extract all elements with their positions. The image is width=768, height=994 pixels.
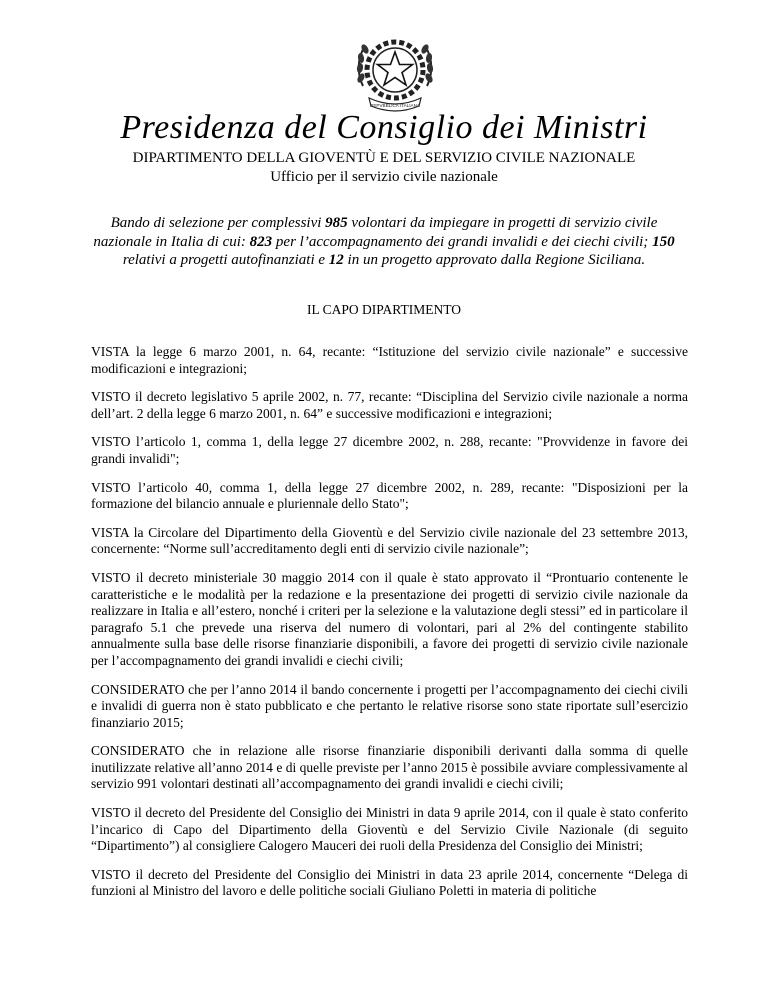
svg-text:REPVBBLICA ITALIANA: REPVBBLICA ITALIANA xyxy=(370,103,420,108)
paragraph: VISTA la legge 6 marzo 2001, n. 64, recante: “Istituzione del servizio civile nazionale” e successive modificazioni e integrazioni; xyxy=(91,344,688,376)
paragraph: VISTO il decreto del Presidente del Consiglio dei Ministri in data 9 aprile 2014, con il quale è stato conferito l’incarico di Capo del Dipartimento della Gioventù e del Servizio Civile Nazionale (di seguito “Dipartimento”) al consigliere Calogero Mauceri dei ruoli della Presidenza del Consiglio dei Ministri; xyxy=(91,805,688,854)
bando-selffunded-volunteers: 150 xyxy=(652,233,675,250)
bando-sicily-volunteers: 12 xyxy=(328,252,344,268)
paragraph: VISTO il decreto legislativo 5 aprile 2002, n. 77, recante: “Disciplina del Servizio civile nazionale a norma dell’art. 2 della legge 6 marzo 2001, n. 64” e successive modificazioni e integrazioni; xyxy=(91,389,688,421)
document-body xyxy=(91,344,688,912)
bando-text: in un progetto approvato dalla Regione Siciliana. xyxy=(343,252,646,268)
emblem xyxy=(349,26,441,118)
paragraph: CONSIDERATO che in relazione alle risorse finanziarie disponibili derivanti dalla somma di quelle inutilizzate relative all’anno 2014 e di quelle previste per l’anno 2015 è possibile avviare complessivamente al servizio 991 volontari destinati all’accompagnamento dei grandi invalidi e ciechi civili; xyxy=(91,743,688,792)
paragraph: CONSIDERATO che per l’anno 2014 il bando concernente i progetti per l’accompagnamento dei ciechi civili e invalidi di guerra non è stato pubblicato e che pertanto le relative risorse sono state riportate sull’esercizio finanziario 2015; xyxy=(91,681,688,730)
bando-text: per l’accompagnamento dei grandi invalidi e dei ciechi civili; xyxy=(272,233,653,250)
institution-title: Presidenza del Consiglio dei Ministri xyxy=(120,109,648,146)
bando-text: volontari da impiegare in progetti di servizio civile nazionale in Italia di cui: xyxy=(93,215,658,250)
bando-text: Bando di selezione per complessivi xyxy=(110,215,326,231)
bando-total-volunteers: 985 xyxy=(325,215,348,231)
office-name: Ufficio per il servizio civile nazionale xyxy=(270,169,498,185)
section-heading: IL CAPO DIPARTIMENTO xyxy=(307,302,461,317)
paragraph: VISTO l’articolo 40, comma 1, della legge 27 dicembre 2002, n. 289, recante: "Disposizioni per la formazione del bilancio annuale e pluriennale dello Stato"; xyxy=(91,479,688,512)
bando-assistance-volunteers: 823 xyxy=(249,233,273,250)
paragraph: VISTO l’articolo 1, comma 1, della legge 27 dicembre 2002, n. 288, recante: "Provvidenze in favore dei grandi invalidi"; xyxy=(91,434,688,466)
paragraph: VISTO il decreto del Presidente del Consiglio dei Ministri in data 23 aprile 2014, concernente “Delega di funzioni al Ministro del lavoro e delle politiche sociali Giuliano Poletti in materia di politiche xyxy=(91,866,688,899)
bando-text: relativi a progetti autofinanziati e xyxy=(122,252,329,268)
italian-republic-emblem-icon xyxy=(349,26,441,118)
department-name: DIPARTIMENTO DELLA GIOVENTÙ E DEL SERVIZIO CIVILE NAZIONALE xyxy=(132,150,636,166)
paragraph: VISTO il decreto ministeriale 30 maggio 2014 con il quale è stato approvato il “Prontuario contenente le caratteristiche e le modalità per la redazione e la presentazione dei progetti di servizio civile nazionale da realizzare in Italia e all’estero, nonché i criteri per la selezione e la valutazione degli stessi” ed in particolare il paragrafo 5.1 che prevede una riserva del numero di volontari, pari al 2% del contingente stabilito annualmente sulla base delle risorse finanziarie disponibili, a favore dei progetti di servizio civile nazionale per l’accompagnamento dei grandi invalidi e ciechi civili; xyxy=(91,569,688,668)
paragraph: VISTA la Circolare del Dipartimento della Gioventù e del Servizio civile nazionale del 23 settembre 2013, concernente: “Norme sull’accreditamento degli enti di servizio civile nazionale”; xyxy=(91,524,688,557)
bando-title xyxy=(86,214,682,270)
